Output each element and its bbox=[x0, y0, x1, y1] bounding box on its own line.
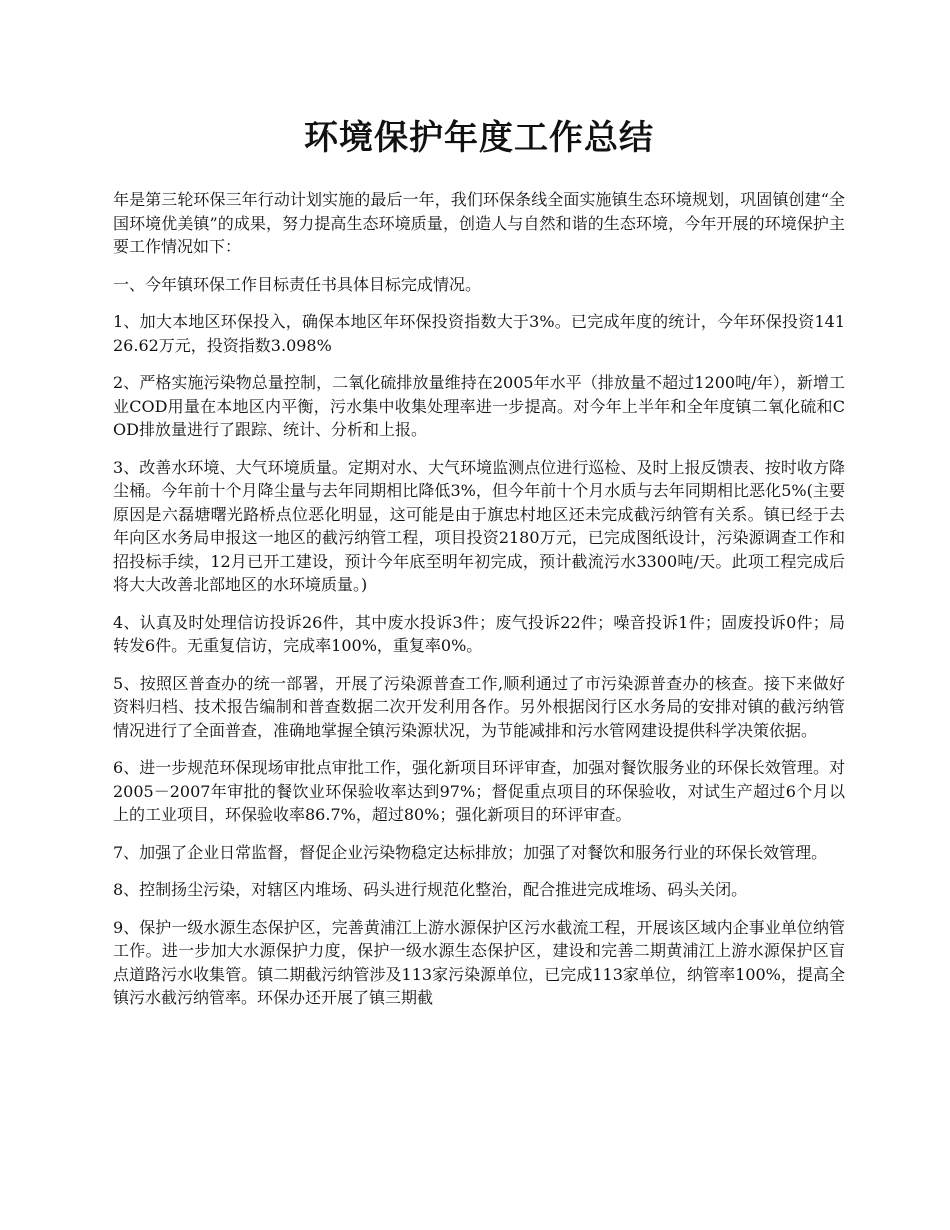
item-paragraph-6: 6、进一步规范环保现场审批点审批工作，强化新项目环评审查，加强对餐饮服务业的环保长效管理。对2005－2007年审批的餐饮业环保验收率达到97%；督促重点项目的环保验收，对试生产超过6个月以上的工业项目，环保验收率86.7%，超过80%；强化新项目的环评审查。 bbox=[113, 758, 845, 824]
document-page bbox=[113, 0, 845, 1024]
item-paragraph-4: 4、认真及时处理信访投诉26件，其中废水投诉3件；废气投诉22件；噪音投诉1件；固废投诉0件；局转发6件。无重复信访，完成率100%，重复率0%。 bbox=[113, 612, 845, 655]
item-paragraph-9: 9、保护一级水源生态保护区，完善黄浦江上游水源保护区污水截流工程，开展该区域内企事业单位纳管工作。进一步加大水源保护力度，保护一级水源生态保护区，建设和完善二期黄浦江上游水源保护区盲点道路污水收集管。镇二期截污纳管涉及113家污染源单位，已完成113家单位，纳管率100%，提高全镇污水截污纳管率。环保办还开展了镇三期截 bbox=[113, 917, 845, 1007]
item-paragraph-8: 8、控制扬尘污染，对辖区内堆场、码头进行规范化整治，配合推进完成堆场、码头关闭。 bbox=[113, 880, 748, 899]
item-paragraph-2: 2、严格实施污染物总量控制，二氧化硫排放量维持在2005年水平（排放量不超过1200吨/年），新增工业COD用量在本地区内平衡，污水集中收集处理率进一步提高。对今年上半年和全年度镇二氧化硫和COD排放量进行了跟踪、统计、分析和上报。 bbox=[113, 373, 845, 439]
item-paragraph-3: 3、改善水环境、大气环境质量。定期对水、大气环境监测点位进行巡检、及时上报反馈表、按时收方降尘桶。今年前十个月降尘量与去年同期相比降低3%，但今年前十个月水质与去年同期相比恶化5%(主要原因是六磊塘曙光路桥点位恶化明显，这可能是由于旗忠村地区还未完成截污纳管有关系。镇已经于去年向区水务局申报这一地区的截污纳管工程，项目投资2180万元，已完成图纸设计，污染源调查工作和招投标手续，12月已开工建设，预计今年底至明年初完成，预计截流污水3300吨/天。此项工程完成后将大大改善北部地区的水环境质量。) bbox=[113, 457, 845, 594]
item-paragraph-1: 1、加大本地区环保投入，确保本地区年环保投资指数大于3%。已完成年度的统计，今年环保投资14126.62万元，投资指数3.098% bbox=[113, 312, 845, 355]
document-title: 环境保护年度工作总结 bbox=[304, 118, 654, 158]
intro-paragraph: 年是第三轮环保三年行动计划实施的最后一年，我们环保条线全面实施镇生态环境规划，巩固镇创建“全国环境优美镇”的成果，努力提高生态环境质量，创造人与自然和谐的生态环境，今年开展的环境保护主要工作情况如下： bbox=[113, 190, 845, 256]
item-paragraph-7: 7、加强了企业日常监督，督促企业污染物稳定达标排放；加强了对餐饮和服务行业的环保长效管理。 bbox=[113, 842, 828, 862]
item-paragraph-5: 5、按照区普查办的统一部署，开展了污染源普查工作,顺利通过了市污染源普查办的核查。接下来做好资料归档、技术报告编制和普查数据二次开发利用各作。另外根据闵行区水务局的安排对镇的截污纳管情况进行了全面普查，准确地掌握全镇污染源状况，为节能减排和污水管网建设提供科学决策依据。 bbox=[113, 673, 845, 740]
section-heading-1: 一、今年镇环保工作目标责任书具体目标完成情况。 bbox=[113, 274, 482, 294]
